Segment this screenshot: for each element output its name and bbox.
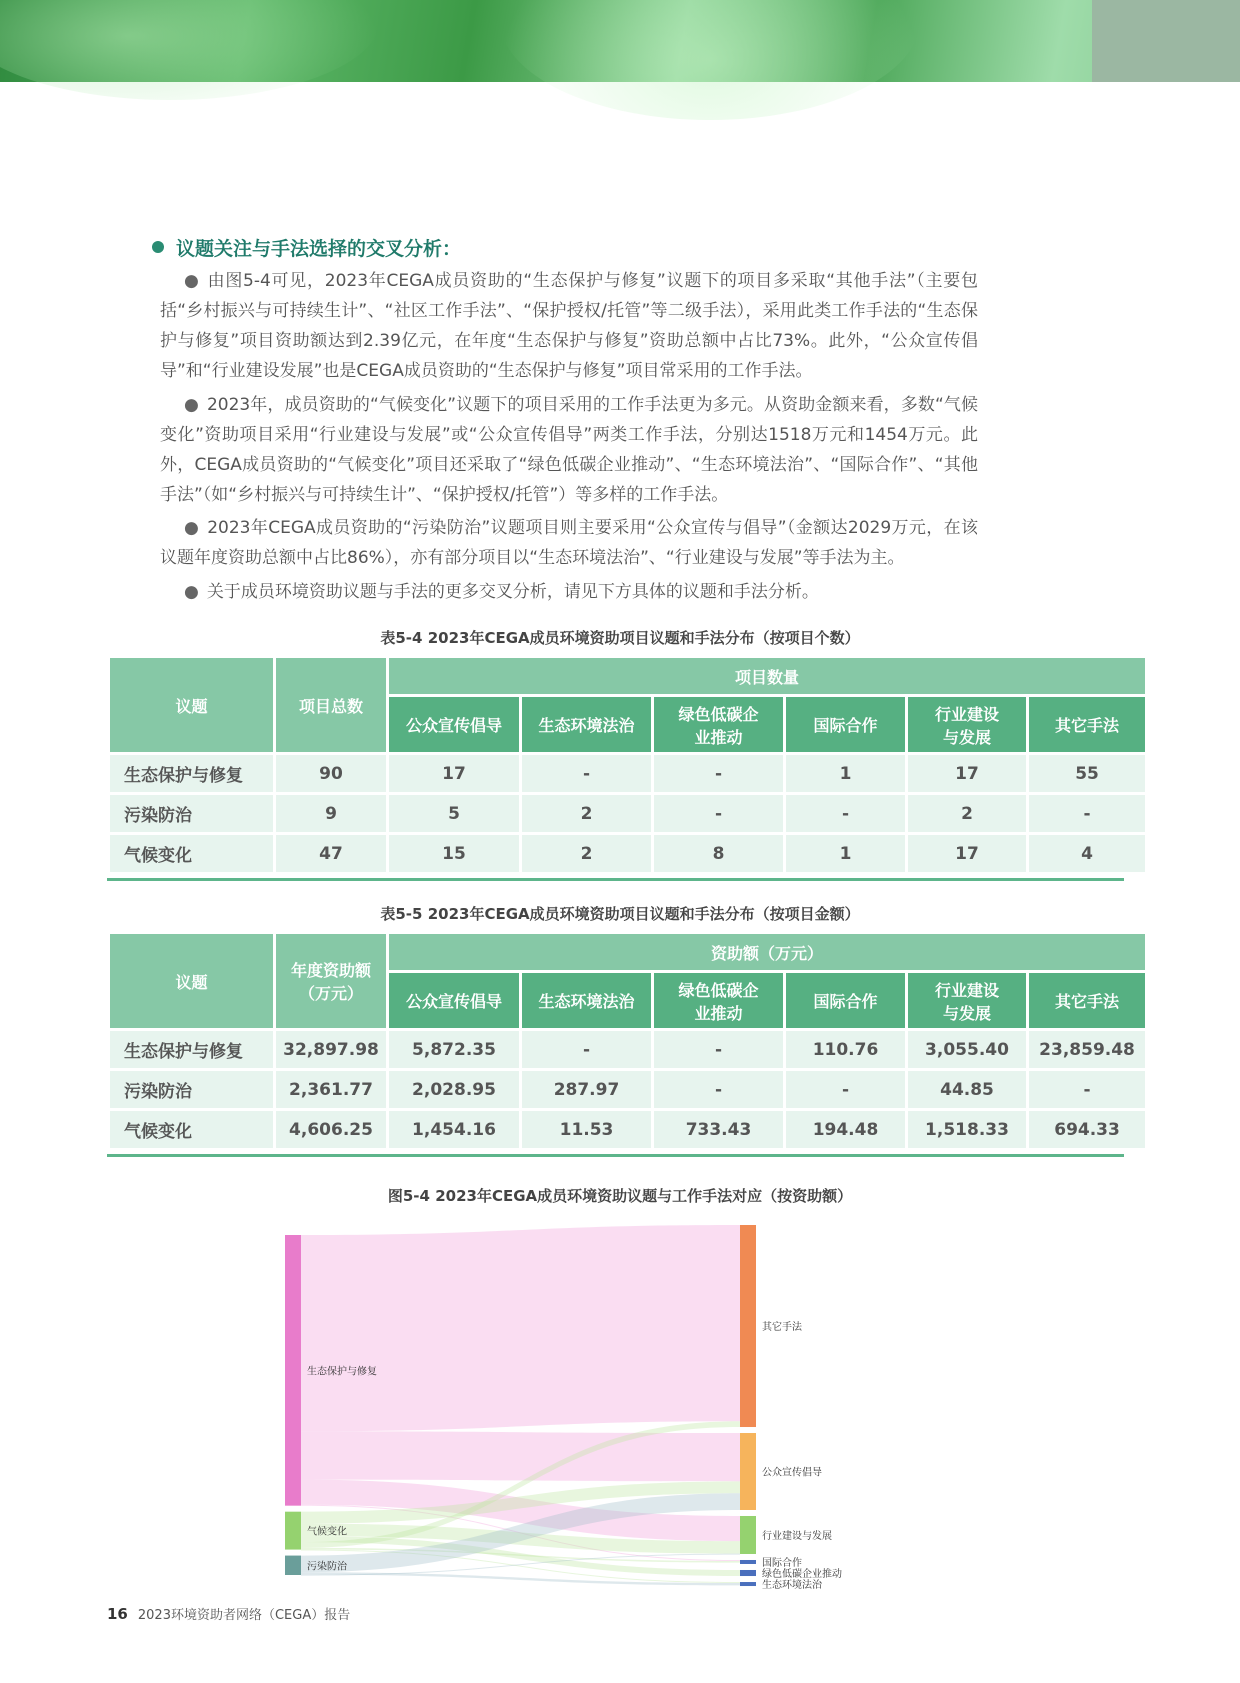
table-cell: 4,606.25: [276, 1111, 386, 1148]
bullet-icon: ●: [184, 395, 199, 415]
sankey-target-node: [740, 1582, 756, 1586]
row-topic: 气候变化: [110, 1111, 273, 1148]
header-topic: 议题: [110, 934, 273, 1028]
sankey-source-label: 生态保护与修复: [307, 1366, 377, 1378]
table-cell: 4: [1029, 835, 1145, 872]
row-topic: 气候变化: [110, 835, 273, 872]
header-method: 生态环境法治: [522, 973, 651, 1028]
table-cell: 15: [389, 835, 519, 872]
table-row: [110, 1031, 1145, 1068]
paragraph: ● 2023年，成员资助的“气候变化”议题下的项目采用的工作手法更为多元。从资助金额来看，多数“气候变化”资助项目采用“行业建设与发展”或“公众宣传倡导”两类工作手法，分别达1518万元和1454万元。此外，CEGA成员资助的“气候变化”项目还采取了“绿色低碳企业推动”、“生态环境法治”、“国际合作”、“其他手法”（如“乡村振兴与可持续生计”、“保护授权/托管”）等多样的工作手法。: [160, 395, 978, 505]
sankey-source-node: [285, 1235, 301, 1506]
table-cell: 5,872.35: [389, 1031, 519, 1068]
bullet-dot-icon: [152, 241, 164, 253]
table-cell: 1: [786, 755, 905, 792]
table-cell: 1: [786, 835, 905, 872]
table-cell: -: [654, 755, 783, 792]
header-total: 年度资助额（万元）: [276, 934, 386, 1028]
page-number: 16: [107, 1605, 128, 1623]
table-cell: -: [786, 795, 905, 832]
header-topic: 议题: [110, 658, 273, 752]
table-row: [110, 755, 1145, 792]
section-heading: 议题关注与手法选择的交叉分析：: [152, 234, 461, 261]
table-project-count: [107, 655, 1148, 875]
paragraph: ● 关于成员环境资助议题与手法的更多交叉分析，请见下方具体的议题和手法分析。: [184, 582, 819, 602]
banner-corner-block: [1092, 0, 1240, 82]
header-method: 公众宣传倡导: [389, 697, 519, 752]
banner-leaf-decoration: [0, 0, 380, 100]
sankey-source-label: 污染防治: [307, 1561, 347, 1573]
table-cell: -: [654, 1071, 783, 1108]
table-cell: -: [1029, 1071, 1145, 1108]
table-caption: 表5-5 2023年CEGA成员环境资助项目议题和手法分布（按项目金额）: [380, 905, 860, 923]
figure-caption: 图5-4 2023年CEGA成员环境资助议题与工作手法对应（按资助额）: [387, 1187, 853, 1205]
sankey-target-node: [740, 1560, 756, 1564]
table-bottom-rule: [107, 878, 1124, 881]
sankey-source-node: [285, 1556, 301, 1575]
sankey-link: [301, 1225, 740, 1431]
footer-title: 2023环境资助者网络（CEGA）报告: [137, 1608, 351, 1623]
table-cell: 2,028.95: [389, 1071, 519, 1108]
table-cell: 1,518.33: [908, 1111, 1026, 1148]
table-cell: 17: [908, 755, 1026, 792]
sankey-target-node: [740, 1570, 756, 1576]
table-cell: 55: [1029, 755, 1145, 792]
bullet-icon: ●: [184, 582, 199, 602]
header-group: 资助额（万元）: [389, 934, 1145, 970]
table-cell: 90: [276, 755, 386, 792]
table-row: [110, 1071, 1145, 1108]
table-cell: 2: [522, 795, 651, 832]
sankey-target-label: 其它手法: [762, 1322, 802, 1334]
table-row: [110, 835, 1145, 872]
header-method: 其它手法: [1029, 973, 1145, 1028]
row-topic: 生态保护与修复: [110, 755, 273, 792]
table-row: [110, 795, 1145, 832]
table-row: [110, 1111, 1145, 1148]
header-total: 项目总数: [276, 658, 386, 752]
sankey-target-label: 国际合作: [762, 1557, 802, 1569]
row-topic: 污染防治: [110, 1071, 273, 1108]
table-cell: 9: [276, 795, 386, 832]
header-method: 生态环境法治: [522, 697, 651, 752]
header-method: 行业建设与发展: [908, 973, 1026, 1028]
page-footer: [107, 1604, 350, 1623]
header-method: 国际合作: [786, 697, 905, 752]
table-cell: 733.43: [654, 1111, 783, 1148]
table-caption: 表5-4 2023年CEGA成员环境资助项目议题和手法分布（按项目个数）: [380, 629, 860, 647]
table-cell: 44.85: [908, 1071, 1026, 1108]
sankey-chart: [0, 1215, 1240, 1592]
header-method: 绿色低碳企业推动: [654, 973, 783, 1028]
table-cell: 11.53: [522, 1111, 651, 1148]
header-group: 项目数量: [389, 658, 1145, 694]
sankey-target-node: [740, 1516, 756, 1554]
sankey-source-label: 气候变化: [307, 1526, 347, 1538]
bullet-icon: ●: [184, 271, 200, 291]
table-cell: 694.33: [1029, 1111, 1145, 1148]
table-cell: 17: [908, 835, 1026, 872]
table-cell: 47: [276, 835, 386, 872]
table-cell: 3,055.40: [908, 1031, 1026, 1068]
paragraph: ● 由图5-4可见，2023年CEGA成员资助的“生态保护与修复”议题下的项目多采取“其他手法”（主要包括“乡村振兴与可持续生计”、“社区工作手法”、“保护授权/托管”等二级手法），采用此类工作手法的“生态保护与修复”项目资助额达到2.39亿元，在年度“生态保护与修复”资助总额中占比73%。此外，“公众宣传倡导”和“行业建设发展”也是CEGA成员资助的“生态保护与修复”项目常采用的工作手法。: [160, 271, 978, 381]
table-cell: 2: [522, 835, 651, 872]
table-cell: 32,897.98: [276, 1031, 386, 1068]
table-cell: 8: [654, 835, 783, 872]
table-cell: 17: [389, 755, 519, 792]
table-cell: 2,361.77: [276, 1071, 386, 1108]
table-cell: 287.97: [522, 1071, 651, 1108]
sankey-target-label: 公众宣传倡导: [762, 1467, 822, 1479]
banner-leaf-decoration: [500, 0, 920, 120]
sankey-target-node: [740, 1433, 756, 1510]
table-cell: -: [654, 1031, 783, 1068]
table-bottom-rule: [107, 1154, 1124, 1157]
table-cell: 5: [389, 795, 519, 832]
header-method: 国际合作: [786, 973, 905, 1028]
table-cell: 2: [908, 795, 1026, 832]
table-project-amount: [107, 931, 1148, 1151]
paragraph: ● 2023年CEGA成员资助的“污染防治”议题项目则主要采用“公众宣传与倡导”（金额达2029万元，在该议题年度资助总额中占比86%），亦有部分项目以“生态环境法治”、“行业建设与发展”等手法为主。: [160, 518, 978, 568]
table-cell: -: [654, 795, 783, 832]
sankey-target-label: 绿色低碳企业推动: [762, 1569, 842, 1581]
header-method: 绿色低碳企业推动: [654, 697, 783, 752]
sankey-target-node: [740, 1225, 756, 1427]
table-cell: 23,859.48: [1029, 1031, 1145, 1068]
header-method: 行业建设与发展: [908, 697, 1026, 752]
row-topic: 污染防治: [110, 795, 273, 832]
header-method: 公众宣传倡导: [389, 973, 519, 1028]
sankey-target-label: 行业建设与发展: [762, 1530, 832, 1542]
header-banner: [0, 0, 1240, 82]
table-cell: 110.76: [786, 1031, 905, 1068]
sankey-source-node: [285, 1512, 301, 1550]
header-method: 其它手法: [1029, 697, 1145, 752]
table-cell: -: [522, 1031, 651, 1068]
bullet-icon: ●: [184, 518, 200, 538]
table-cell: -: [786, 1071, 905, 1108]
table-cell: 1,454.16: [389, 1111, 519, 1148]
row-topic: 生态保护与修复: [110, 1031, 273, 1068]
sankey-target-label: 生态环境法治: [762, 1580, 822, 1592]
table-cell: -: [522, 755, 651, 792]
table-cell: 194.48: [786, 1111, 905, 1148]
sankey-link: [301, 1431, 740, 1481]
table-cell: -: [1029, 795, 1145, 832]
